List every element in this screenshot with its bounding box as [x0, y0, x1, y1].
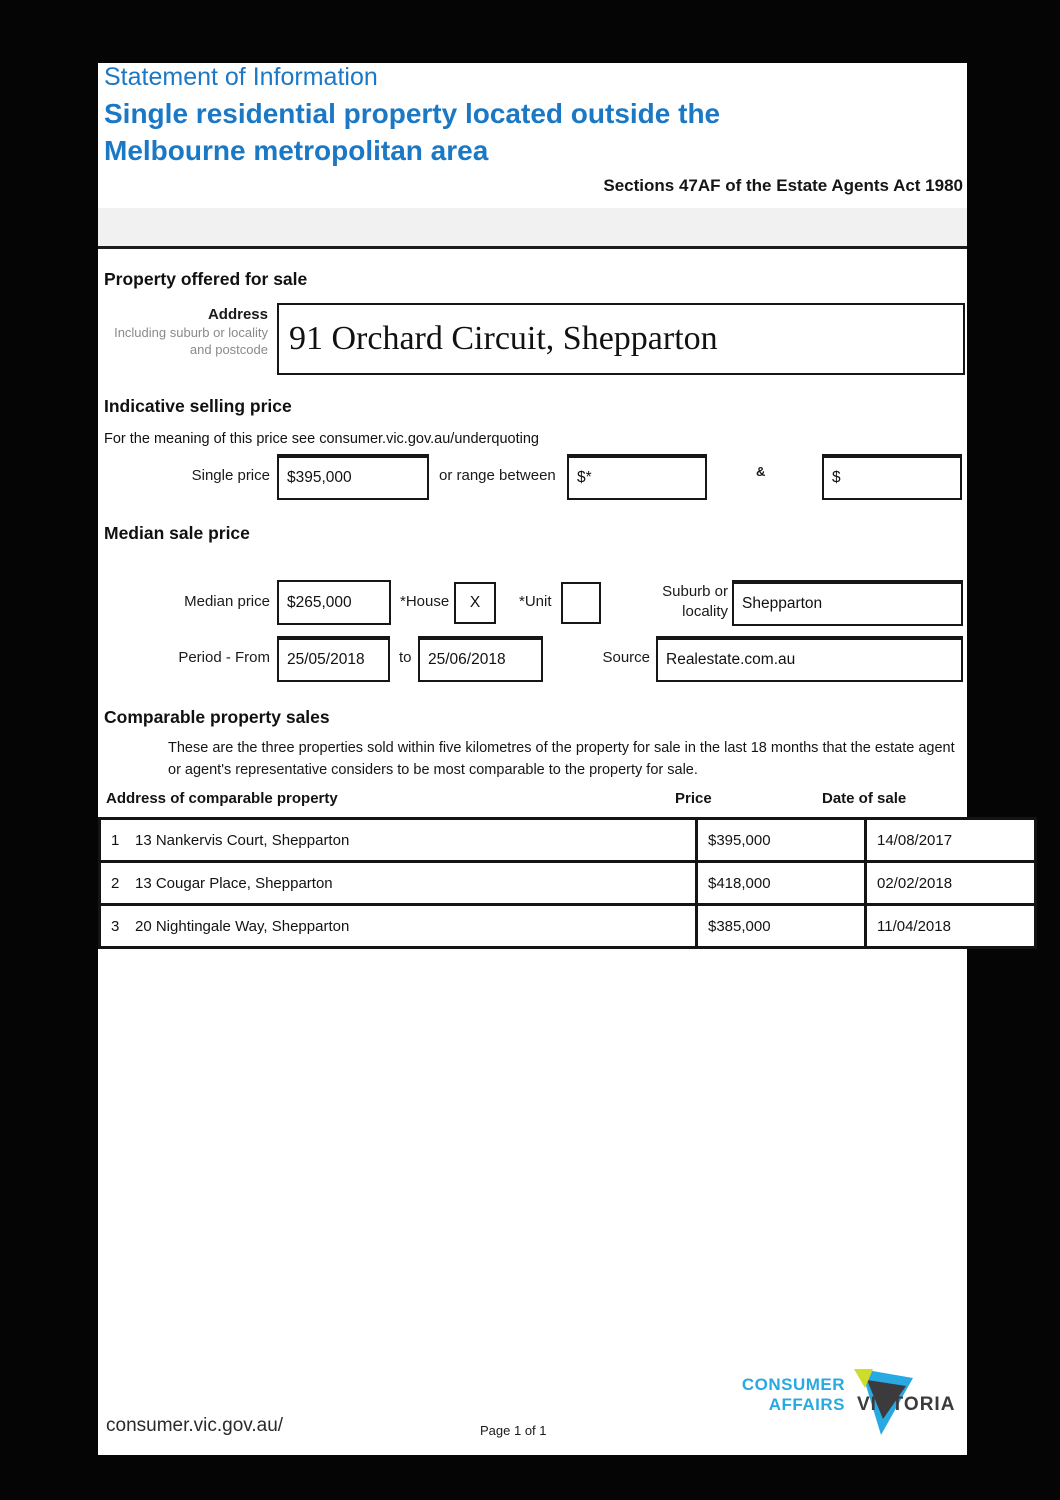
comparable-date: 02/02/2018 — [866, 862, 1036, 905]
median-price-field — [277, 580, 391, 625]
period-from-value: 25/05/2018 — [287, 651, 365, 668]
period-label: Period - From — [178, 649, 270, 666]
ampersand-label: & — [756, 464, 766, 479]
comparable-date: 14/08/2017 — [866, 819, 1036, 862]
footer-url: consumer.vic.gov.au/ — [106, 1415, 284, 1436]
unit-label: *Unit — [519, 593, 552, 610]
address-label-block — [98, 306, 268, 359]
agent-details-band — [98, 208, 967, 249]
section-heading-median-price: Median sale price — [104, 523, 250, 543]
address-sublabel: Including suburb or locality and postcode — [114, 325, 268, 357]
house-checkbox-value: X — [469, 594, 481, 611]
section-heading-indicative-price: Indicative selling price — [104, 396, 292, 416]
comparable-date: 11/04/2018 — [866, 905, 1036, 948]
section-heading-comparable-sales: Comparable property sales — [104, 707, 330, 727]
range-to-value: $ — [832, 469, 841, 486]
page-indicator: Page 1 of 1 — [480, 1423, 547, 1438]
range-between-label: or range between — [439, 467, 556, 484]
source-label: Source — [602, 649, 650, 666]
period-from-field — [277, 636, 390, 682]
act-reference: Sections 47AF of the Estate Agents Act 1980 — [603, 176, 963, 195]
median-price-label: Median price — [184, 593, 270, 610]
statement-of-information-page — [98, 63, 967, 1455]
comparable-sales-table — [98, 817, 1037, 949]
address-label: Address — [207, 306, 268, 323]
single-price-value: $395,000 — [287, 469, 352, 486]
column-header-address: Address of comparable property — [106, 790, 338, 807]
page-title: Single residential property located outside the Melbourne metropolitan area — [104, 98, 721, 167]
range-to-field — [822, 454, 962, 500]
row-number: 3 — [111, 917, 120, 935]
row-number: 2 — [111, 874, 120, 892]
logo-consumer-text: CONSUMER — [741, 1375, 845, 1394]
suburb-field — [732, 580, 963, 626]
table-row — [100, 819, 1036, 862]
comparable-price: $418,000 — [697, 862, 866, 905]
comparable-price: $385,000 — [697, 905, 866, 948]
house-label: *House — [400, 593, 450, 610]
address-value: 91 Orchard Circuit, Shepparton — [289, 320, 718, 357]
column-header-price: Price — [675, 790, 712, 807]
to-label: to — [399, 649, 412, 666]
unit-checkbox — [561, 582, 601, 624]
comparable-address: 13 Nankervis Court, Shepparton — [135, 831, 350, 849]
range-from-value: $* — [577, 469, 592, 486]
single-price-field — [277, 454, 429, 500]
row-number: 1 — [111, 831, 120, 849]
logo-affairs-text: AFFAIRS — [768, 1394, 845, 1414]
suburb-label: Suburb or locality — [662, 583, 728, 621]
period-to-value: 25/06/2018 — [428, 651, 506, 668]
column-header-date: Date of sale — [822, 790, 907, 807]
suburb-value: Shepparton — [742, 595, 823, 612]
comparable-address: 13 Cougar Place, Shepparton — [135, 874, 333, 892]
address-field — [277, 303, 965, 375]
logo-victoria-text: VICTORIA — [857, 1394, 956, 1415]
period-to-field — [418, 636, 543, 682]
single-price-label: Single price — [191, 467, 270, 484]
range-from-field — [567, 454, 707, 500]
source-value: Realestate.com.au — [666, 651, 796, 668]
source-field — [656, 636, 963, 682]
comparable-sales-description: These are the three properties sold within five kilometres of the property for sale in the last 18 months that the estate agent or agent's representative considers to be most comparable to the property for sale. — [168, 740, 955, 779]
comparable-address: 20 Nightingale Way, Shepparton — [135, 917, 350, 935]
underquoting-note: For the meaning of this price see consumer.vic.gov.au/underquoting — [104, 431, 539, 447]
table-row — [100, 905, 1036, 948]
consumer-affairs-victoria-logo — [726, 1369, 965, 1441]
document-eyebrow: Statement of Information — [104, 63, 378, 91]
unit-checkbox-value — [563, 584, 599, 622]
section-heading-property: Property offered for sale — [104, 269, 308, 289]
median-price-value: $265,000 — [287, 593, 352, 611]
house-checkbox — [454, 582, 496, 624]
table-row — [100, 862, 1036, 905]
comparable-price: $395,000 — [697, 819, 866, 862]
